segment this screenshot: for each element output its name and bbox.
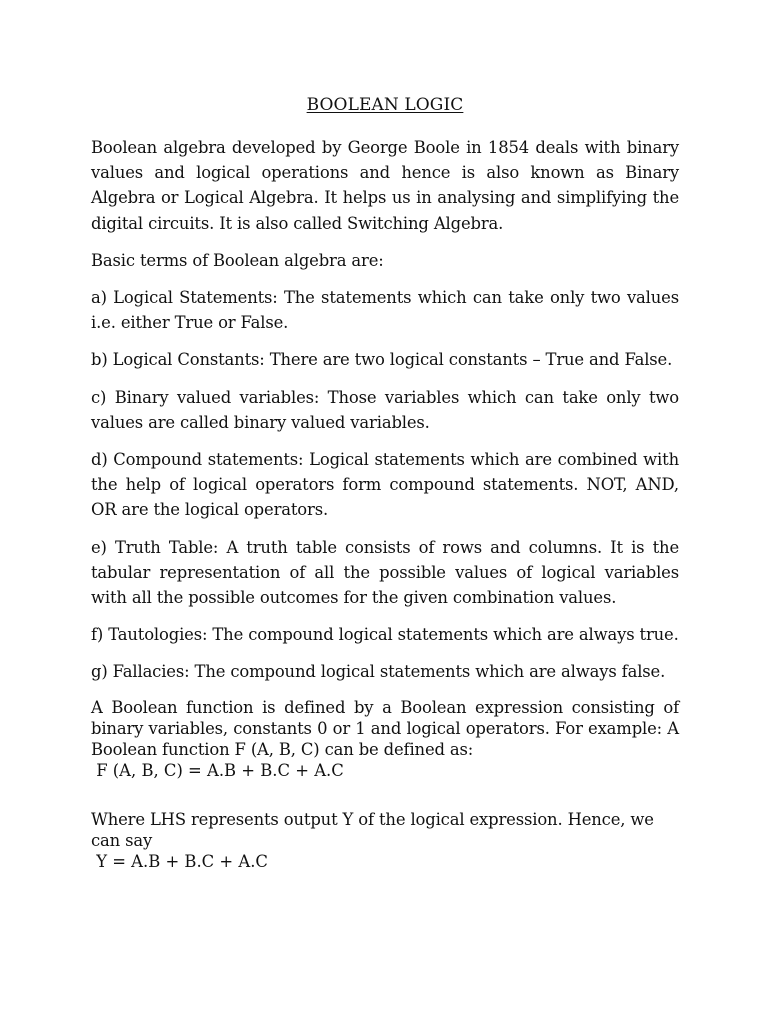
boolean-function-paragraph: A Boolean function is defined by a Boolean expression consisting of binary variables, constants 0 or 1 and logical operators. For example: A Boolean function F (A, B, C) can be defined as: <box>91 697 679 759</box>
spacer <box>91 781 679 809</box>
document-page <box>91 92 679 872</box>
term-logical-statements: a) Logical Statements: The statements which can take only two values i.e. either True or False. <box>91 288 679 333</box>
terms-heading: Basic terms of Boolean algebra are: <box>91 250 384 270</box>
term-truth-table: e) Truth Table: A truth table consists of rows and columns. It is the tabular representation of all the possible values of logical variables with all the possible outcomes for the given combination values. <box>91 537 679 608</box>
term-fallacies: g) Fallacies: The compound logical statements which are always false. <box>91 662 666 682</box>
lhs-paragraph: Where LHS represents output Y of the logical expression. Hence, we can say <box>91 809 654 850</box>
term-binary-valued-variables: c) Binary valued variables: Those variables which can take only two values are called binary valued variables. <box>91 387 679 432</box>
term-logical-constants: b) Logical Constants: There are two logical constants – True and False. <box>91 350 673 370</box>
output-formula: Y = A.B + B.C + A.C <box>91 851 268 871</box>
document-title: BOOLEAN LOGIC <box>306 95 464 115</box>
function-formula: F (A, B, C) = A.B + B.C + A.C <box>91 760 344 780</box>
intro-paragraph: Boolean algebra developed by George Boole in 1854 deals with binary values and logical operations and hence is also known as Binary Algebra or Logical Algebra. It helps us in analysing and simplifying the digital circuits. It is also called Switching Algebra. <box>91 138 679 233</box>
term-compound-statements: d) Compound statements: Logical statements which are combined with the help of logical operators form compound statements. NOT, AND, OR are the logical operators. <box>91 450 679 520</box>
term-tautologies: f) Tautologies: The compound logical statements which are always true. <box>91 625 679 645</box>
